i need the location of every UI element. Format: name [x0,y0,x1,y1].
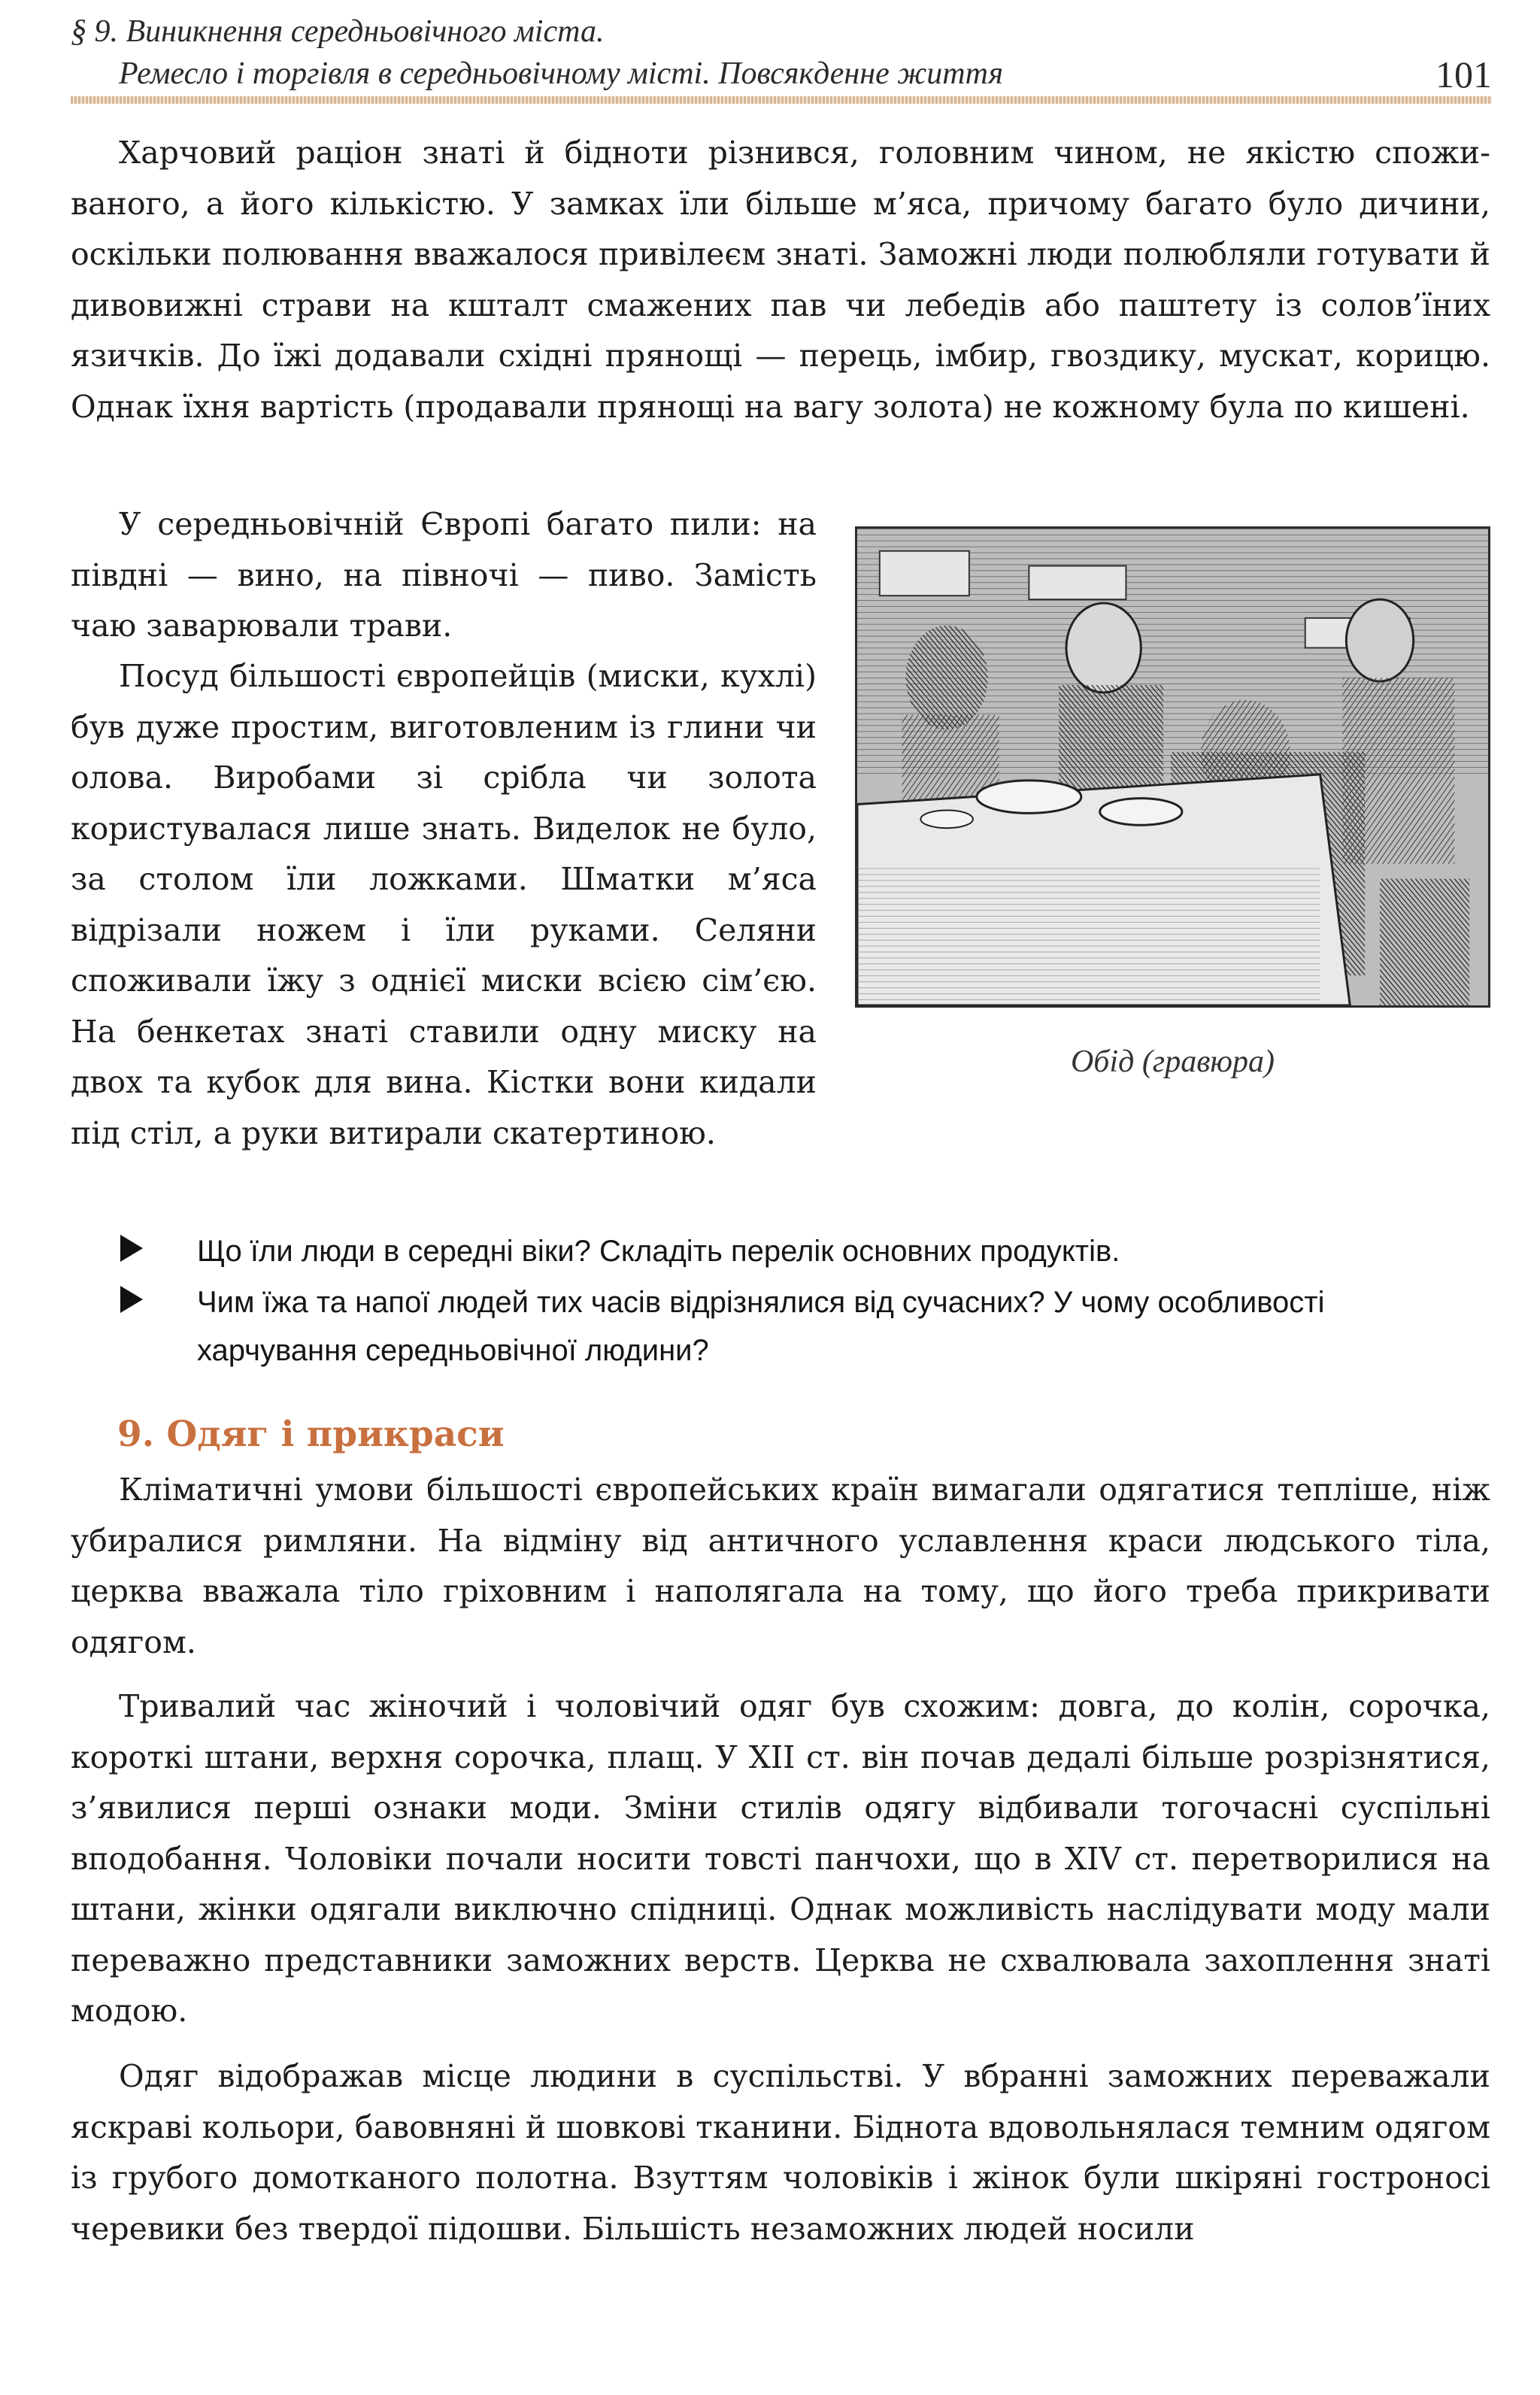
page-number: 101 [1435,53,1492,95]
header-chapter-line: § 9. Виникнення середньовічного міста. [71,14,605,49]
paragraph-diet: Харчовий раціон знаті й бідноти різнився, головним чином, не якістю споживаного, а його кількістю. У замках їли більше м’яса, причому багато було дичини, оскільки полювання вважалося привілеєм знаті. Заможні люди полюбляли готувати й дивовижні страви на кшталт смажених пав чи лебедів або паштету із солов’їних язичків. До їжі додавали східні прянощі — перець, імбир, гвоздику, мускат, корицю. Однак їхня вартість (продавали прянощі на вагу золота) не кожному була по кишені. [71,135,1490,425]
paragraph-fashion: Тривалий час жіночий і чоловічий одяг був схожим: довга, до колін, сорочка, короткі штани, верхня сорочка, плащ. У XII ст. він почав дедалі більше розрізнятися, з’явилися перші ознаки моди. Зміни стилів одягу відбивали тогочасні суспільні вподобання. Чоловіки почали носити товсті панчохи, що в XIV ст. перетворилися на штани, жінки одягали виключно спідниці. Однак можливість наслідувати моду мали переважно представники заможних верств. Церква не схвалювала захоплення знаті модою. [71,1688,1490,2029]
paragraph-climate: Кліматичні умови більшості європейських країн вимагали одягатися тепліше, ніж убиралися римляни. На відміну від античного уславлення краси людського тіла, церква вважала тіло гріховним і наполягала на тому, що його треба прикривати одягом. [71,1472,1490,1660]
paragraph-drinks: У середньовічній Європі багато пили: на півдні — вино, на півночі — пиво. Замість чаю заварювали трави. [71,506,817,644]
triangle-bullet-icon [120,1235,143,1262]
running-header [71,8,1492,98]
paragraph-tableware: Посуд більшості європейців (миски, кухлі) був дуже простим, виготовленим із глини чи олова. Виробами зі срібла чи золота користувалася лише знать. Виделок не було, за столом їли ложками. Шматки м’яса відрізали ножем і їли руками. Селяни споживали їжу з однієї миски всією сім’єю. На бенкетах знаті ставили одну миску на двох та кубок для вина. Кістки вони кидали під стіл, а руки витирали скатертиною. [71,658,817,1151]
header-divider [71,96,1492,104]
figure-caption: Обід (гравюра) [1070,1044,1275,1079]
question-text: Чим їжа та напої людей тих часів відрізнялися від сучасних? У чому особливості харчування середньовічної людини? [197,1286,1325,1367]
header-topic-line: Ремесло і торгівля в середньовічному місті. Повсякденне життя [119,56,1003,91]
engraving-image [857,529,1488,1005]
paragraph-clothing-status: Одяг відображав місце людини в суспільстві. У вбранні заможних переважали яскраві кольори, бавовняні й шовкові тканини. Біднота вдовольнялася темним одягом із грубого домотканого полотна. Взуттям чоловіків і жінок були шкіряні гостроносі черевики без твердої підошви. Більшість незаможних людей носили [71,2058,1490,2247]
section-heading: 9. Одяг і прикраси [117,1414,505,1455]
engraving-illustration [855,526,1490,1008]
question-text: Що їли люди в середні віки? Складіть перелік основних продуктів. [197,1235,1120,1268]
triangle-bullet-icon [120,1286,143,1313]
